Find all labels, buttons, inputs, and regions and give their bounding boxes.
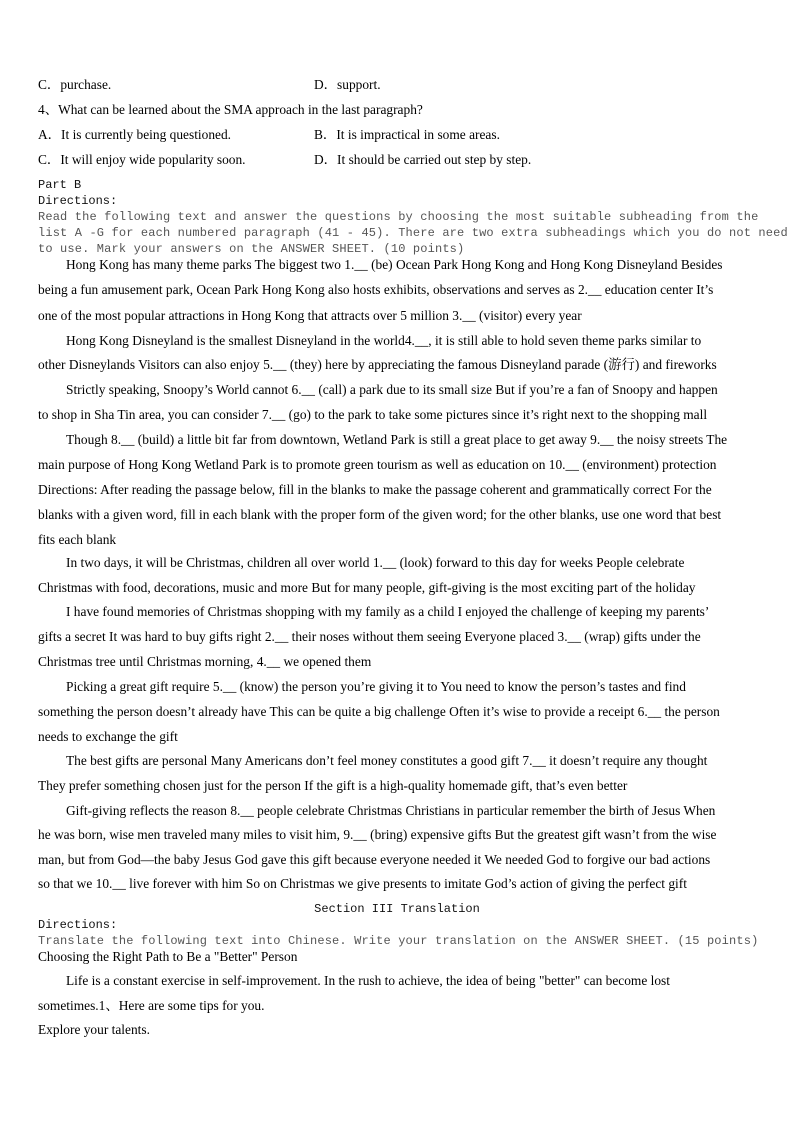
paragraph-line: Directions: After reading the passage below, fill in the blanks to make the passage coherent and grammatically correct For the: [38, 482, 712, 497]
paragraph-line: In two days, it will be Christmas, children all over world 1.__ (look) forward to this day for weeks People celebrate: [66, 555, 685, 570]
directions-text: Translate the following text into Chinese. Write your translation on the ANSWER SHEET. (15 points): [38, 934, 759, 948]
paragraph-line: needs to exchange the gift: [38, 729, 178, 744]
directions-text: Read the following text and answer the questions by choosing the most suitable subheading from the: [38, 210, 759, 224]
paragraph-line: Strictly speaking, Snoopy’s World cannot 6.__ (call) a park due to its small size But if you’re a fan of Snoopy and happen: [66, 382, 718, 397]
paragraph-line: They prefer something chosen just for the person If the gift is a high-quality homemade gift, that’s even better: [38, 778, 628, 793]
paragraph-line: so that we 10.__ live forever with him So on Christmas we give presents to imitate God’s action of giving the perfect gift: [38, 876, 687, 891]
paragraph-line: Gift-giving reflects the reason 8.__ people celebrate Christmas Christians in particular remember the birth of Jesus When: [66, 803, 716, 818]
directions-label: Directions:: [38, 194, 118, 208]
paragraph-line: man, but from God—the baby Jesus God gave this gift because everyone needed it We needed God to forgive our bad actions: [38, 852, 711, 867]
option-c: C．purchase.: [38, 77, 112, 92]
section-title: Section III Translation: [314, 902, 480, 916]
paragraph-line: fits each blank: [38, 532, 117, 547]
paragraph-line: something the person doesn’t already have This can be quite a big challenge Often it’s wise to provide a receipt 6.__ the person: [38, 704, 720, 719]
option-c: C．It will enjoy wide popularity soon.: [38, 152, 246, 167]
option-d: D．support.: [314, 77, 381, 92]
paragraph-line: The best gifts are personal Many Americans don’t feel money constitutes a good gift 7.__ it doesn’t require any thought: [66, 753, 708, 768]
paragraph-line: Explore your talents.: [38, 1022, 150, 1037]
directions-label: Directions:: [38, 918, 118, 932]
paragraph-line: blanks with a given word, fill in each blank with the proper form of the given word; for the other blanks, use one word that best: [38, 507, 722, 522]
option-b: B．It is impractical in some areas.: [314, 127, 500, 142]
paragraph-line: gifts a secret It was hard to buy gifts right 2.__ their noses without them seeing Everyone placed 3.__ (wrap) gifts under the: [38, 629, 701, 644]
translation-heading: Choosing the Right Path to Be a "Better" Person: [38, 949, 298, 964]
directions-text: list A -G for each numbered paragraph (41 - 45). There are two extra subheadings which you do not need: [38, 226, 788, 240]
paragraph-line: I have found memories of Christmas shopping with my family as a child I enjoyed the challenge of keeping my parents’: [66, 604, 710, 619]
paragraph-line: Though 8.__ (build) a little bit far from downtown, Wetland Park is still a great place to get away 9.__ the noisy streets The: [66, 432, 728, 447]
option-a: A．It is currently being questioned.: [38, 127, 232, 142]
paragraph-line: Picking a great gift require 5.__ (know) the person you’re giving it to You need to know the person’s tastes and find: [66, 679, 686, 694]
paragraph-line: Hong Kong has many theme parks The biggest two 1.__ (be) Ocean Park Hong Kong and Hong Kong Disneyland Besides: [66, 257, 723, 272]
paragraph-line: sometimes.1、Here are some tips for you.: [38, 998, 265, 1013]
paragraph-line: he was born, wise men traveled many miles to visit him, 9.__ (bring) expensive gifts But the greatest gift wasn’t from the wise: [38, 827, 717, 842]
part-b-title: Part B: [38, 178, 82, 192]
paragraph-line: other Disneylands Visitors can also enjoy 5.__ (they) here by appreciating the famous Disneyland parade (游行) and fireworks: [38, 357, 717, 372]
paragraph-line: Christmas tree until Christmas morning, 4.__ we opened them: [38, 654, 372, 669]
paragraph-line: Hong Kong Disneyland is the smallest Disneyland in the world4.__, it is still able to hold seven theme parks similar to: [66, 333, 702, 348]
option-d: D．It should be carried out step by step.: [314, 152, 532, 167]
paragraph-line: main purpose of Hong Kong Wetland Park is to promote green tourism as well as education on 10.__ (environment) protection: [38, 457, 717, 472]
paragraph-line: being a fun amusement park, Ocean Park Hong Kong also hosts exhibits, observations and serves as 2.__ education center It’s: [38, 282, 714, 297]
paragraph-line: one of the most popular attractions in Hong Kong that attracts over 5 million 3.__ (visitor) every year: [38, 308, 582, 323]
directions-text: to use. Mark your answers on the ANSWER SHEET. (10 points): [38, 242, 465, 256]
paragraph-line: to shop in Sha Tin area, you can consider 7.__ (go) to the park to take some pictures since it’s right next to the shopping mall: [38, 407, 708, 422]
paragraph-line: Life is a constant exercise in self-improvement. In the rush to achieve, the idea of being "better" can become lost: [66, 973, 670, 988]
question-4: 4、What can be learned about the SMA approach in the last paragraph?: [38, 102, 423, 117]
paragraph-line: Christmas with food, decorations, music and more But for many people, gift-giving is the most exciting part of the holiday: [38, 580, 696, 595]
